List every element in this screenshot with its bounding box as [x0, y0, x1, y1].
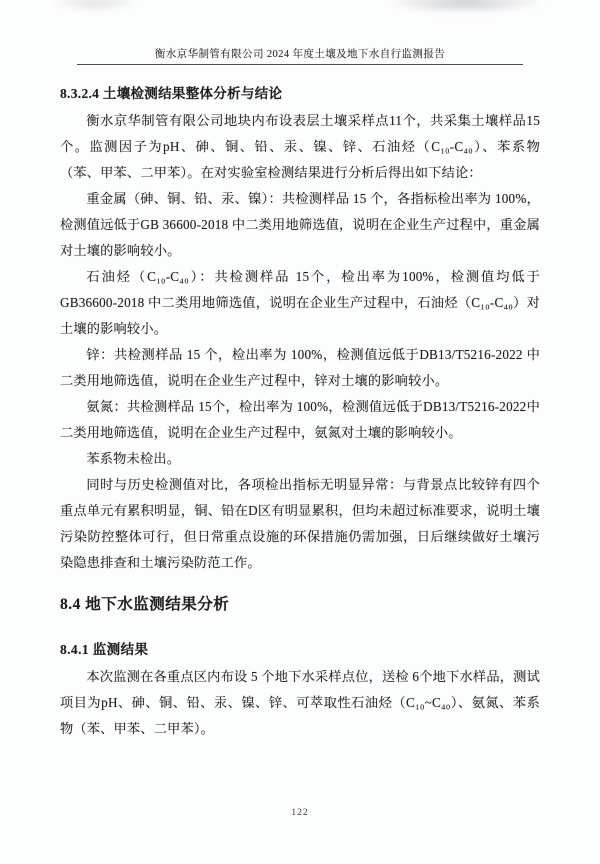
section-heading-monitoring-results: 8.4.1 监测结果	[60, 642, 149, 657]
paragraph-soil-overview: 衡水京华制管有限公司地块内布设表层土壤采样点11个，共采集土壤样品15个。监测因子为pH、砷、铜、铅、汞、镍、锌、石油烃（C₁₀-C₄₀）、苯系物（苯、甲苯、二甲苯）。在对实验室检测结果进行分析后得出如下结论：	[60, 113, 540, 180]
paragraph-ammonia-nitrogen: 氨氮：共检测样品 15个，检出率为 100%，检测值远低于DB13/T5216-2022中二类用地筛选值，说明在企业生产过程中，氨氮对土壤的影响较小。	[60, 399, 540, 440]
paragraph-groundwater-overview: 本次监测在各重点区内布设 5 个地下水采样点位，送检 6个地下水样品，测试项目为pH、砷、铜、铅、汞、镍、锌、可萃取性石油烃（C₁₀~C₄₀）、氨氮、苯系物（苯、甲苯、二甲苯）。	[60, 669, 540, 736]
paragraph-history-comparison: 同时与历史检测值对比，各项检出指标无明显异常：与背景点比较锌有四个重点单元有累积明显，铜、铅在D区有明显累积，但均未超过标准要求，说明土壤污染防控整体可行，但日常重点设施的环保措施仍需加强，日后继续做好土壤污染隐患排查和土壤污染防范工作。	[60, 477, 540, 570]
paragraph-zinc: 锌：共检测样品 15 个，检出率为 100%，检测值远低于DB13/T5216-2022 中二类用地筛选值，说明在企业生产过程中，锌对土壤的影响较小。	[60, 347, 540, 388]
paragraph-petroleum-hydrocarbons: 石油烃（C₁₀-C₄₀）：共检测样品 15个，检出率为100%，检测值均低于GB36600-2018 中二类用地筛选值，说明在企业生产过程中，石油烃（C₁₀-C₄₀）对土壤的影响较小。	[60, 269, 540, 336]
section-heading-soil-results: 8.3.2.4 土壤检测结果整体分析与结论	[60, 86, 283, 101]
page-header	[0, 0, 600, 65]
paragraph-heavy-metals: 重金属（砷、铜、铅、汞、镍）：共检测样品 15 个，各指标检出率为 100%，检测值远低于GB 36600-2018 中二类用地筛选值，说明在企业生产过程中，重金属对土壤的影响较小。	[60, 191, 540, 258]
header-divider	[77, 64, 523, 65]
paragraph-benzene-series: 苯系物未检出。	[86, 451, 181, 466]
page-header-title: 衡水京华制管有限公司 2024 年度土壤及地下水自行监测报告	[154, 49, 446, 60]
section-heading-groundwater: 8.4 地下水监测结果分析	[60, 596, 230, 613]
page-content	[0, 82, 600, 742]
page-number: 122	[291, 808, 309, 818]
